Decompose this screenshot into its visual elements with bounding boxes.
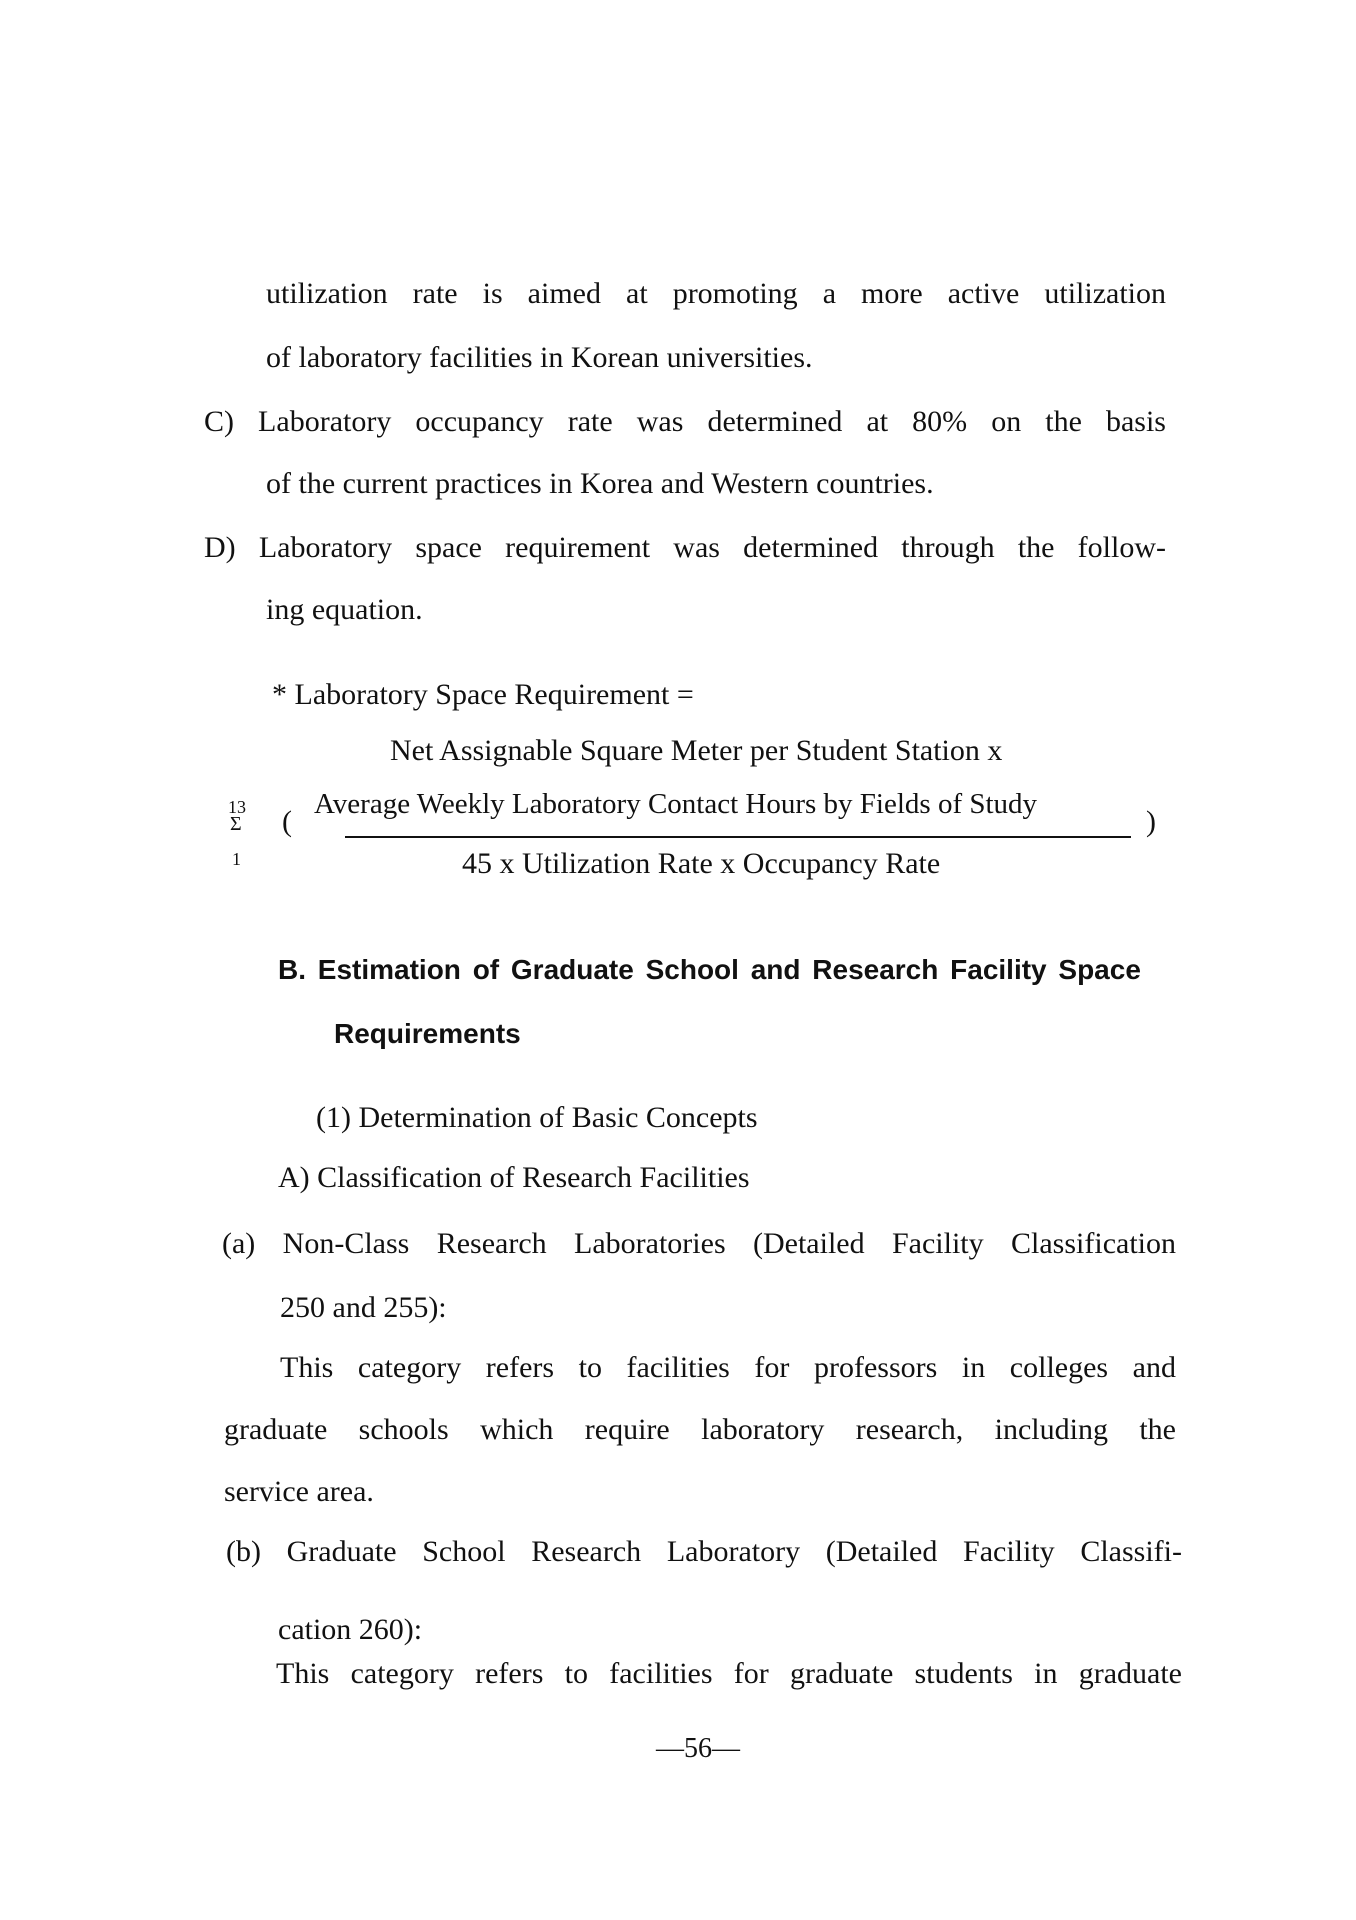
equation-denominator: 45 x Utilization Rate x Occupancy Rate	[462, 847, 941, 880]
open-paren: (	[282, 805, 292, 838]
text-line: (a) Non-Class Research Laboratories (Detailed Facility Classification	[222, 1227, 1176, 1260]
text-line: C) Laboratory occupancy rate was determined at 80% on the basis	[204, 405, 1166, 438]
text-line: (b) Graduate School Research Laboratory (Detailed Facility Classifi-	[226, 1535, 1182, 1568]
text-line: 250 and 255):	[280, 1291, 447, 1324]
text-line: ing equation.	[266, 593, 423, 626]
text-line: This category refers to facilities for professors in colleges and	[280, 1351, 1176, 1384]
sum-upper-limit: 13	[228, 797, 246, 817]
text-line: cation 260):	[278, 1613, 423, 1646]
sum-lower-limit: 1	[232, 849, 241, 869]
subsection-heading: A) Classification of Research Facilities	[278, 1161, 750, 1194]
sigma-symbol: Σ	[230, 813, 242, 835]
text-line: This category refers to facilities for graduate students in graduate	[276, 1657, 1182, 1690]
equation-numerator: Average Weekly Laboratory Contact Hours by Fields of Study	[314, 788, 1038, 820]
equation-net-line: Net Assignable Square Meter per Student Station x	[390, 734, 1003, 767]
page-number: —56—	[656, 1733, 740, 1764]
text-line: utilization rate is aimed at promoting a more active utilization	[266, 277, 1166, 310]
text-line: D) Laboratory space requirement was determined through the follow-	[204, 531, 1166, 564]
text-line: service area.	[224, 1475, 374, 1508]
section-heading-continued: Requirements	[334, 1018, 521, 1049]
text-line: graduate schools which require laboratory research, including the	[224, 1413, 1176, 1446]
equation-label: * Laboratory Space Requirement =	[272, 678, 694, 711]
text-line: of the current practices in Korea and Western countries.	[266, 467, 934, 500]
text-line: of laboratory facilities in Korean universities.	[266, 341, 813, 374]
subsection-heading: (1) Determination of Basic Concepts	[316, 1101, 758, 1134]
fraction-bar	[345, 836, 1131, 838]
close-paren: )	[1146, 805, 1156, 838]
section-heading: B. Estimation of Graduate School and Research Facility Space	[278, 954, 1141, 985]
